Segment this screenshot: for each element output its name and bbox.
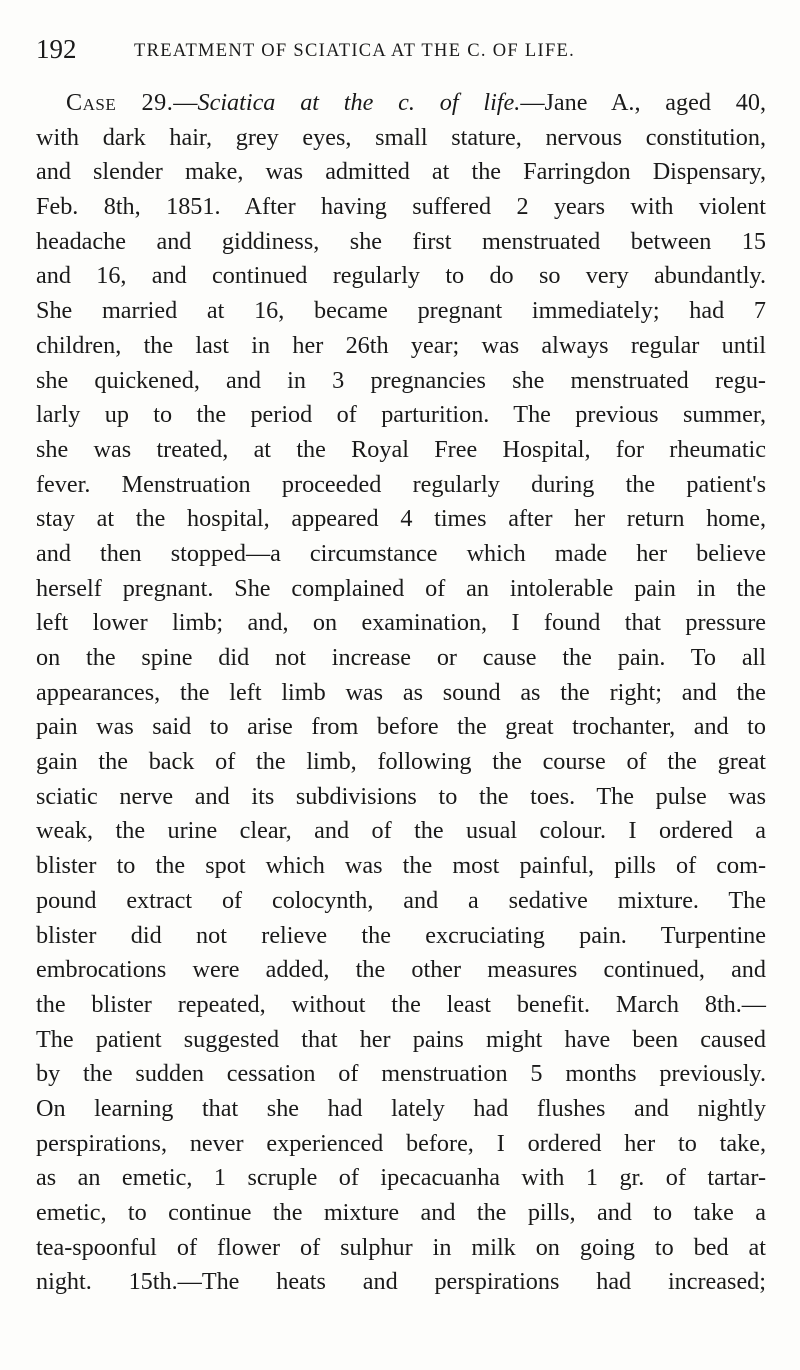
text-line: pain was said to arise from before the great trochanter, and to <box>36 713 766 741</box>
text-line: She married at 16, became pregnant immediately; had 7 <box>36 297 766 325</box>
text-line: perspirations, never experienced before, I ordered her to take, <box>36 1129 766 1157</box>
text-line: left lower limb; and, on examination, I found that pressure <box>36 609 766 637</box>
text-line: On learning that she had lately had flushes and nightly <box>36 1094 766 1122</box>
text-line: on the spine did not increase or cause the pain. To all <box>36 644 766 671</box>
text-line: blister to the spot which was the most painful, pills of com- <box>36 852 766 880</box>
text-line: with dark hair, grey eyes, small stature, nervous constitution, <box>36 123 766 151</box>
text-line: gain the back of the limb, following the course of the great <box>36 748 766 776</box>
text-line: larly up to the period of parturition. The previous summer, <box>36 401 766 429</box>
text-line: by the sudden cessation of menstruation 5 months previously. <box>36 1060 766 1088</box>
page-number: 192 <box>36 34 77 64</box>
text-line: pound extract of colocynth, and a sedative mixture. The <box>36 886 766 914</box>
text-line: appearances, the left limb was as sound as the right; and the <box>36 678 766 706</box>
case-title: Sciatica at the c. of life. <box>197 89 521 116</box>
text-line: she was treated, at the Royal Free Hospital, for rheumatic <box>36 435 766 463</box>
text-line: embrocations were added, the other measures continued, and <box>36 956 766 984</box>
text-line: emetic, to continue the mixture and the pills, and to take a <box>36 1199 766 1226</box>
text-line: children, the last in her 26th year; was always regular until <box>36 331 766 359</box>
text-line: sciatic nerve and its subdivisions to the toes. The pulse was <box>36 782 766 810</box>
text-line: fever. Menstruation proceeded regularly during the patient's <box>36 470 766 498</box>
text-line: blister did not relieve the excruciating pain. Turpentine <box>36 921 766 949</box>
text-line: as an emetic, 1 scruple of ipecacuanha with 1 gr. of tartar- <box>36 1164 766 1192</box>
text-line: and slender make, was admitted at the Farringdon Dispensary, <box>36 158 766 186</box>
text-line: weak, the urine clear, and of the usual colour. I ordered a <box>36 817 766 845</box>
text-line: stay at the hospital, appeared 4 times after her return home, <box>36 505 766 533</box>
case-dash: — <box>520 89 545 116</box>
body-text <box>36 86 766 1300</box>
text-line: headache and giddiness, she first menstruated between 15 <box>36 227 766 255</box>
text-line: night. 15th.—The heats and perspirations had increased; <box>36 1268 766 1296</box>
text-line: The patient suggested that her pains might have been caused <box>36 1025 766 1053</box>
text-line: herself pregnant. She complained of an intolerable pain in the <box>36 574 766 602</box>
running-head <box>36 34 766 68</box>
text-line: tea-spoonful of flower of sulphur in milk on going to bed at <box>36 1233 766 1261</box>
running-head-title: TREATMENT OF SCIATICA AT THE C. OF LIFE. <box>134 41 576 61</box>
case-dash: — <box>173 89 198 116</box>
text-line: and then stopped—a circumstance which made her believe <box>36 539 766 567</box>
text-line: the blister repeated, without the least benefit. March 8th.— <box>36 990 766 1018</box>
case-heading-line <box>36 86 766 121</box>
text-line: she quickened, and in 3 pregnancies she menstruated regu- <box>36 366 766 394</box>
case-label: Case 29. <box>66 89 174 116</box>
text-line: Feb. 8th, 1851. After having suffered 2 years with violent <box>36 193 766 221</box>
case-first-line-text: Jane A., aged 40, <box>544 89 766 116</box>
text-line: and 16, and continued regularly to do so very abundantly. <box>36 262 766 290</box>
